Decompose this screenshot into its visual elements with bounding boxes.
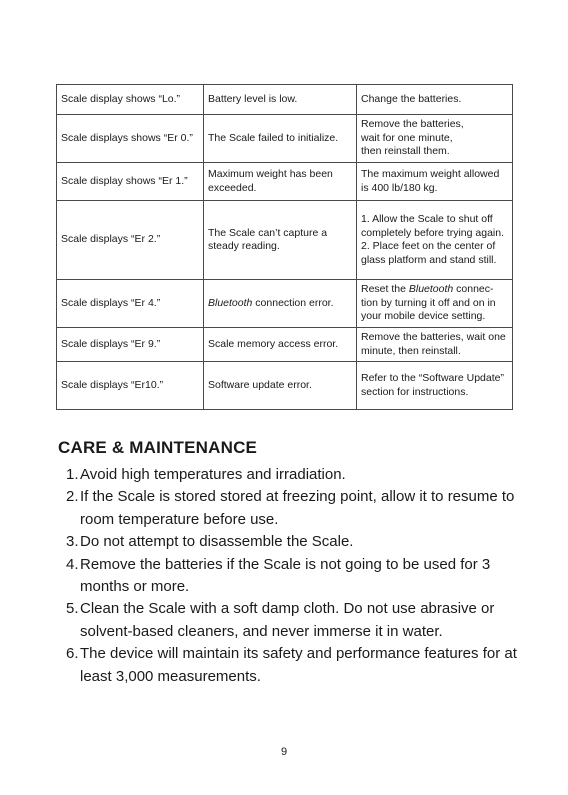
cause-cell: Software update error. xyxy=(204,362,357,410)
bluetooth-term: Bluetooth xyxy=(208,296,253,309)
list-item xyxy=(58,531,518,553)
list-item xyxy=(58,598,518,643)
solution-suffix: connec- xyxy=(453,283,494,296)
table-row xyxy=(57,280,513,328)
symptom-cell: Scale display shows “Lo.” xyxy=(57,85,204,115)
table-row xyxy=(57,201,513,280)
item-text: Clean the Scale with a soft damp cloth. Do not use abrasive or solvent-based cleaners, and never immerse it in water. xyxy=(80,600,495,640)
table-row xyxy=(57,328,513,362)
cause-cell xyxy=(204,280,357,328)
symptom-cell: Scale displays “Er10.” xyxy=(57,362,204,410)
symptom-cell: Scale displays shows “Er 0.” xyxy=(57,115,204,163)
cause-text: connection error. xyxy=(255,296,334,309)
list-item xyxy=(58,643,518,688)
troubleshooting-table xyxy=(56,84,513,410)
section-heading: CARE & MAINTENANCE xyxy=(58,438,258,457)
table-row xyxy=(57,115,513,163)
table-row xyxy=(57,163,513,201)
item-number: 1. xyxy=(66,466,79,483)
item-text: If the Scale is stored stored at freezing point, allow it to resume to room temperature before use. xyxy=(80,488,515,528)
cause-cell: The Scale failed to initialize. xyxy=(204,115,357,163)
table-row xyxy=(57,85,513,115)
solution-cell: Remove the batteries, wait one minute, then reinstall. xyxy=(357,328,513,362)
item-number: 6. xyxy=(66,645,79,663)
solution-cell xyxy=(357,280,513,328)
solution-prefix: Reset the xyxy=(361,283,409,296)
bluetooth-term: Bluetooth xyxy=(408,283,454,296)
cause-cell: Scale memory access error. xyxy=(204,328,357,362)
page-number: 9 xyxy=(280,746,288,758)
symptom-cell: Scale displays “Er 9.” xyxy=(57,328,204,362)
item-number: 4. xyxy=(66,555,79,573)
list-item xyxy=(58,464,518,486)
solution-text: tion by turning it off and on in your mobile device setting. xyxy=(361,296,496,323)
table-row xyxy=(57,362,513,410)
symptom-cell: Scale displays “Er 4.” xyxy=(57,280,204,328)
cause-cell: Battery level is low. xyxy=(204,85,357,115)
solution-cell: 1. Allow the Scale to shut off completely before trying again. 2. Place feet on the center of glass platform and stand still. xyxy=(357,201,513,280)
solution-cell: The maximum weight allowed is 400 lb/180 kg. xyxy=(357,163,513,201)
item-number: 2. xyxy=(66,488,79,506)
item-text: Do not attempt to disassemble the Scale. xyxy=(80,533,354,551)
item-number: 3. xyxy=(66,533,79,551)
list-item xyxy=(58,554,518,599)
cause-cell: The Scale can’t capture a steady reading. xyxy=(204,201,357,280)
care-maintenance-section xyxy=(58,438,518,688)
cause-cell: Maximum weight has been exceeded. xyxy=(204,163,357,201)
symptom-cell: Scale display shows “Er 1.” xyxy=(57,163,204,201)
solution-cell: Refer to the “Software Update” section for instructions. xyxy=(357,362,513,410)
symptom-cell: Scale displays “Er 2.” xyxy=(57,201,204,280)
item-text: Avoid high temperatures and irradiation. xyxy=(80,466,346,483)
solution-cell: Remove the batteries, wait for one minute, then reinstall them. xyxy=(357,115,513,163)
item-number: 5. xyxy=(66,600,79,618)
solution-cell: Change the batteries. xyxy=(357,85,513,115)
item-text: Remove the batteries if the Scale is not going to be used for 3 months or more. xyxy=(80,555,491,596)
care-list xyxy=(58,464,518,688)
item-text: The device will maintain its safety and performance features for at least 3,000 measurements. xyxy=(80,645,517,685)
list-item xyxy=(58,486,518,531)
